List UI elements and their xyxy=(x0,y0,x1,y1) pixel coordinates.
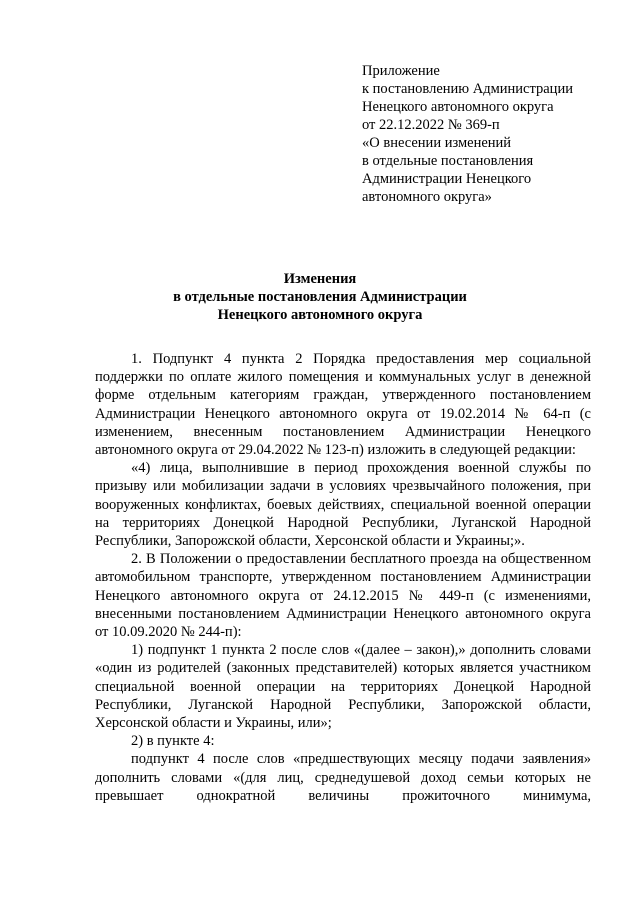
appendix-line: Ненецкого автономного округа xyxy=(362,99,554,115)
paragraph-item-2: 2. В Положении о предоставлении бесплатного проезда на общественном автомобильном транспорте, утвержденном постановлением Администрации Ненецкого автономного округа от 24.12.2015 № 449-п (с изменениями, внесенными постановлением Администрации Ненецкого автономного округа от 10.09.2020 № 244-п): xyxy=(95,551,591,641)
appendix-line: «О внесении изменений xyxy=(362,135,512,151)
paragraph-subitem-2: 2) в пункте 4: xyxy=(131,733,215,750)
appendix-line: от 22.12.2022 № 369-п xyxy=(362,117,500,133)
paragraph-subitem-1: 1) подпункт 1 пункта 2 после слов «(далее – закон),» дополнить словами «один из родителей (законных представителей) которых является участником специальной военной операции на территориях Донецкой Народной Республики, Луганской Народной Республики, Запорожской области, Херсонской области и Украины, или»; xyxy=(95,642,591,732)
appendix-line: к постановлению Администрации xyxy=(362,81,573,97)
title-line: Ненецкого автономного округа xyxy=(217,307,423,323)
appendix-header xyxy=(362,62,573,206)
paragraph-subitem-2-text: подпункт 4 после слов «предшествующих месяцу подачи заявления» дополнить словами «(для лиц, среднедушевой доход семьи которых не превышает однократной величины прожиточного минимума, xyxy=(95,751,591,804)
paragraph-item-1: 1. Подпункт 4 пункта 2 Порядка предоставления мер социальной поддержки по оплате жилого помещения и коммунальных услуг в денежной форме отдельным категориям граждан, утвержденного постановлением Администрации Ненецкого автономного округа от 19.02.2014 № 64-п (с изменением, внесенным постановлением Администрации Ненецкого автономного округа от 29.04.2022 № 123-п) изложить в следующей редакции: xyxy=(95,351,591,459)
document-title xyxy=(0,270,640,324)
appendix-line: Администрации Ненецкого xyxy=(362,171,532,187)
appendix-line: в отдельные постановления xyxy=(362,153,534,169)
paragraph-quote: «4) лица, выполнившие в период прохождения военной службы по призыву или мобилизации задачи в условиях чрезвычайного положения, при вооруженных конфликтах, боевых действиях, специальной военной операции на территориях Донецкой Народной Республики, Луганской Народной Республики, Запорожской области, Херсонской области и Украины;». xyxy=(95,460,591,550)
appendix-line: автономного округа» xyxy=(362,189,492,205)
appendix-line: Приложение xyxy=(362,63,440,79)
document-body xyxy=(95,350,591,805)
title-line: Изменения xyxy=(283,271,357,287)
title-line: в отдельные постановления Администрации xyxy=(173,289,467,305)
